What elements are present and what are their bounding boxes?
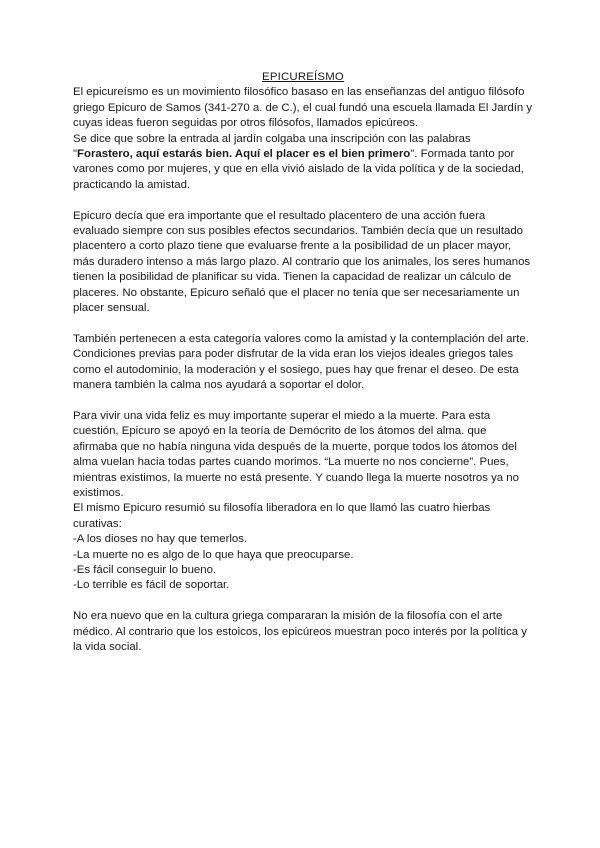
paragraph-values: También pertenecen a esta categoría valores como la amistad y la contemplación del arte. Condiciones previas para poder disfrutar de la vida eran los viejos ideales griegos tales como el autodominio, la moderación y el sosiego, pues hay que frenar el deseo. De esta manera también la calma nos ayudará a soportar el dolor. (73, 332, 529, 392)
paragraph-spacer (73, 316, 533, 331)
list-item: -A los dioses no hay que temerlos. (73, 533, 248, 546)
paragraph-inscription (73, 132, 533, 194)
paragraph-conclusion: No era nuevo que en la cultura griega compararan la misión de la filosofía con el arte médico. Al contrario que los estoicos, los epicúreos muestran poco interés por la política y la vida social. (73, 610, 527, 653)
paragraph-four-herbs: El mismo Epicuro resumió su filosofía liberadora en lo que llamó las cuatro hierbas curativas: (73, 502, 491, 530)
list-item: -Lo terrible es fácil de soportar. (73, 579, 230, 592)
inscription-quote: Forastero, aquí estarás bien. Aquí el placer es el bien primero (77, 148, 411, 161)
list-item: -Es fácil conseguir lo bueno. (73, 563, 217, 576)
paragraph-pleasure-evaluation: Epicuro decía que era importante que el resultado placentero de una acción fuera evaluado siempre con sus posibles efectos secundarios. También decía que un resultado placentero a corto plazo tiene que evaluarse frente a la posibilidad de un placer mayor, más duradero intenso a más largo plazo. Al contrario que los animales, los seres humanos tienen la posibilidad de planificar su vida. Tienen la capacidad de realizar un cálculo de placeres. No obstante, Epicuro señaló que el placer no tenía que ser necesariamente un placer sensual. (73, 209, 531, 315)
paragraph-death: Para vivir una vida feliz es muy importante superar el miedo a la muerte. Para esta cuestión, Epicuro se apoyó en la teoría de Demócrito de los átomos del alma. que afirmaba que no había ninguna vida después de la muerte, porque todos los átomos del alma vuelan hacia todas partes cuando morimos. “La muerte no nos concierne”. Pues, mientras existimos, la muerte no está presente. Y cuando llega la muerte nosotros ya no existimos. (73, 409, 519, 499)
paragraph-spacer (73, 394, 533, 409)
document-title: EPICUREÍSMO (262, 71, 344, 83)
paragraph-spacer (73, 193, 533, 208)
paragraph-spacer (73, 594, 533, 609)
inscription-text-before: Se dice que sobre la entrada al jardín colgaba una inscripción con las palabras " (73, 132, 471, 161)
document-page (73, 70, 533, 655)
paragraph-intro: El epicureísmo es un movimiento filosófico basaso en las enseñanzas del antiguo filósofo griego Epicuro de Samos (341-270 a. de C.), el cual fundó una escuela llamada El Jardín y cuyas ideas fueron seguidas por otros filósofos, llamados epicúreos. (73, 86, 533, 130)
list-item: -La muerte no es algo de lo que haya que preocuparse. (73, 548, 354, 561)
inscription-text-after: ". Formada tanto por varones como por mujeres, y que en ella vivió aislado de la vida política y de la sociedad, practicando la amistad. (73, 148, 524, 191)
